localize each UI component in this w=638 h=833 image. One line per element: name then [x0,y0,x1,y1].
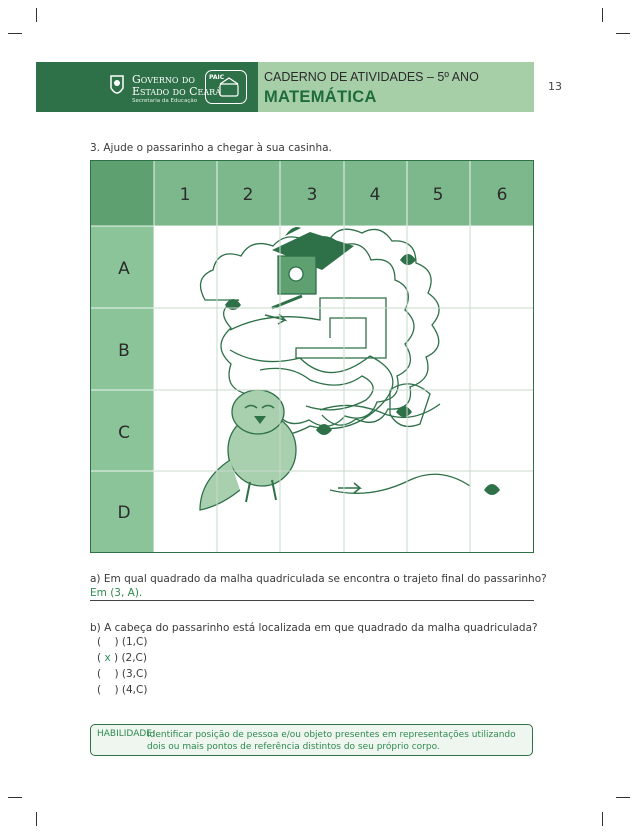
crop-mark [8,33,22,34]
row-label-b: B [118,341,130,361]
paic-logo [205,70,247,104]
option-1[interactable]: ( ) (1,C) [97,636,148,648]
column-label-5: 5 [432,185,444,205]
column-label-4: 4 [369,185,381,205]
coat-of-arms-icon [108,72,126,100]
page-number: 13 [548,80,562,93]
question-3-prompt: 3. Ajude o passarinho a chegar à sua casinha. [90,142,332,154]
row-label-a: A [118,259,130,279]
page-title: CADERNO DE ATIVIDADES – 5º ANO [264,70,479,84]
government-subtitle: Secretaria da Educação [132,98,198,104]
option-2-mark: x [104,652,111,664]
crop-mark [602,8,603,22]
option-4-label: (4,C) [121,684,148,696]
option-1-label: (1,C) [121,636,148,648]
maze-grid [90,160,534,553]
paic-logo-label: PAIC [209,74,225,81]
option-3[interactable]: ( ) (3,C) [97,668,148,680]
option-4-mark [108,684,111,696]
option-3-mark [108,668,111,680]
option-2[interactable]: ( x ) (2,C) [97,652,147,664]
option-3-label: (3,C) [121,668,148,680]
crop-mark [36,812,37,826]
skill-label: HABILIDADE: [97,729,155,739]
crop-mark [616,33,630,34]
row-label-d: D [117,503,131,523]
column-label-6: 6 [496,185,508,205]
crop-mark [602,812,603,826]
option-2-label: (2,C) [121,652,147,664]
crop-mark [616,797,630,798]
crop-mark [8,797,22,798]
government-logo-text: Governo do Estado do Ceará [132,73,221,98]
column-label-1: 1 [179,185,191,205]
column-label-3: 3 [306,185,318,205]
question-a-prompt: a) Em qual quadrado da malha quadriculada se encontra o trajeto final do passarinho? [90,573,547,585]
question-b-prompt: b) A cabeça do passarinho está localizada em que quadrado da malha quadriculada? [90,622,538,634]
subject-title: MATEMÁTICA [264,88,377,106]
crop-mark [36,8,37,22]
option-1-mark [108,636,111,648]
row-label-c: C [118,423,130,443]
skill-box [90,724,533,756]
question-a-answer: Em (3, A). [90,587,143,599]
answer-line [90,600,534,601]
skill-text: Identificar posição de pessoa e/ou objeto presentes em representações utilizando dois ou mais pontos de referência distintos do seu próprio corpo. [147,730,516,752]
option-4[interactable]: ( ) (4,C) [97,684,148,696]
column-label-2: 2 [242,185,254,205]
